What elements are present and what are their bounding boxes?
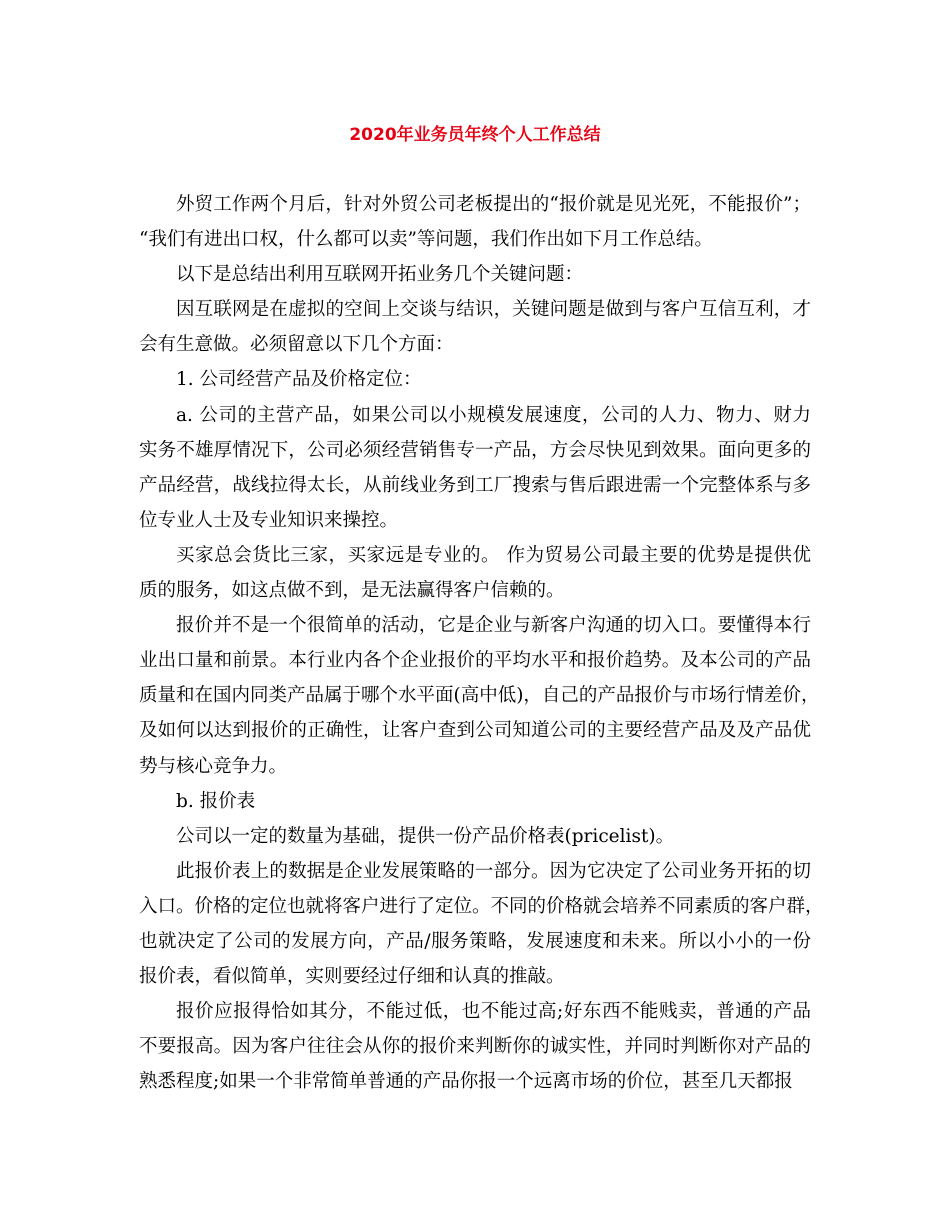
- text-line: a. 公司的主营产品，如果公司以小规模发展速度，公司的人力、物力、财力: [176, 404, 811, 426]
- text-line: 产品经营，战线拉得太长，从前线业务到工厂搜索与售后跟进需一个完整体系与多: [139, 474, 811, 496]
- paragraph: [139, 257, 811, 292]
- text-line: 质的服务，如这点做不到，是无法赢得客户信赖的。: [139, 580, 565, 602]
- text-line: 外贸工作两个月后，针对外贸公司老板提出的“报价就是见光死，不能报价”；: [176, 194, 811, 215]
- paragraph: [139, 994, 811, 1099]
- paragraph: [139, 854, 824, 994]
- text-line: 此报价表上的数据是企业发展策略的一部分。因为它决定了公司业务开拓的切: [176, 860, 811, 882]
- text-line: 势与核心竞争力。: [139, 755, 288, 777]
- text-line: “我们有进出口权，什么都可以卖”等问题，我们作出如下月工作总结。: [139, 229, 713, 251]
- text-line: 报价并不是一个很简单的活动，它是企业与新客户沟通的切入口。要懂得本行: [176, 615, 811, 637]
- page-title: 2020年业务员年终个人工作总结: [349, 125, 601, 145]
- text-line: 报价应报得恰如其分，不能过低，也不能过高;好东西不能贱卖，普通的产品: [176, 1001, 811, 1023]
- text-line: 实务不雄厚情况下，公司必须经营销售专一产品，方会尽快见到效果。面向更多的: [139, 439, 811, 461]
- paragraph: [139, 362, 811, 397]
- text-line: 1. 公司经营产品及价格定位：: [176, 369, 422, 391]
- paragraph: [139, 292, 811, 362]
- text-line: b. 报价表: [176, 790, 256, 812]
- paragraph: [139, 819, 811, 854]
- text-line: 因互联网是在虚拟的空间上交谈与结识，关键问题是做到与客户互信互利，才: [176, 299, 811, 321]
- text-line: 以下是总结出利用互联网开拓业务几个关键问题：: [176, 264, 584, 286]
- text-line: 位专业人士及专业知识来操控。: [139, 509, 399, 531]
- text-line: 公司以一定的数量为基础，提供一份产品价格表(pricelist)。: [176, 825, 675, 847]
- text-line: 质量和在国内同类产品属于哪个水平面(高中低)，自己的产品报价与市场行情差价，: [139, 685, 820, 707]
- text-line: 入口。价格的定位也就将客户进行了定位。不同的价格就会培养不同素质的客户群，: [139, 895, 824, 917]
- text-line: 买家总会货比三家，买家远是专业的。 作为贸易公司最主要的优势是提供优: [176, 544, 811, 566]
- paragraph: [139, 608, 820, 783]
- text-line: 报价表，看似简单，实则要经过仔细和认真的推敲。: [139, 966, 565, 988]
- text-line: 熟悉程度;如果一个非常简单普通的产品你报一个远离市场的价位，甚至几天都报: [139, 1071, 793, 1093]
- text-line: 也就决定了公司的发展方向，产品/服务策略，发展速度和未来。所以小小的一份: [139, 930, 811, 952]
- paragraph: [139, 398, 811, 538]
- text-line: 会有生意做。必须留意以下几个方面：: [139, 334, 454, 356]
- paragraph: [139, 538, 811, 608]
- document-body: [139, 187, 824, 1099]
- text-line: 不要报高。因为客户往往会从你的报价来判断你的诚实性，并同时判断你对产品的: [139, 1036, 811, 1058]
- paragraph: [139, 784, 811, 819]
- text-line: 业出口量和前景。本行业内各个企业报价的平均水平和报价趋势。及本公司的产品: [139, 650, 811, 672]
- text-line: 及如何以达到报价的正确性，让客户查到公司知道公司的主要经营产品及及产品优: [139, 720, 811, 742]
- paragraph: [139, 187, 811, 257]
